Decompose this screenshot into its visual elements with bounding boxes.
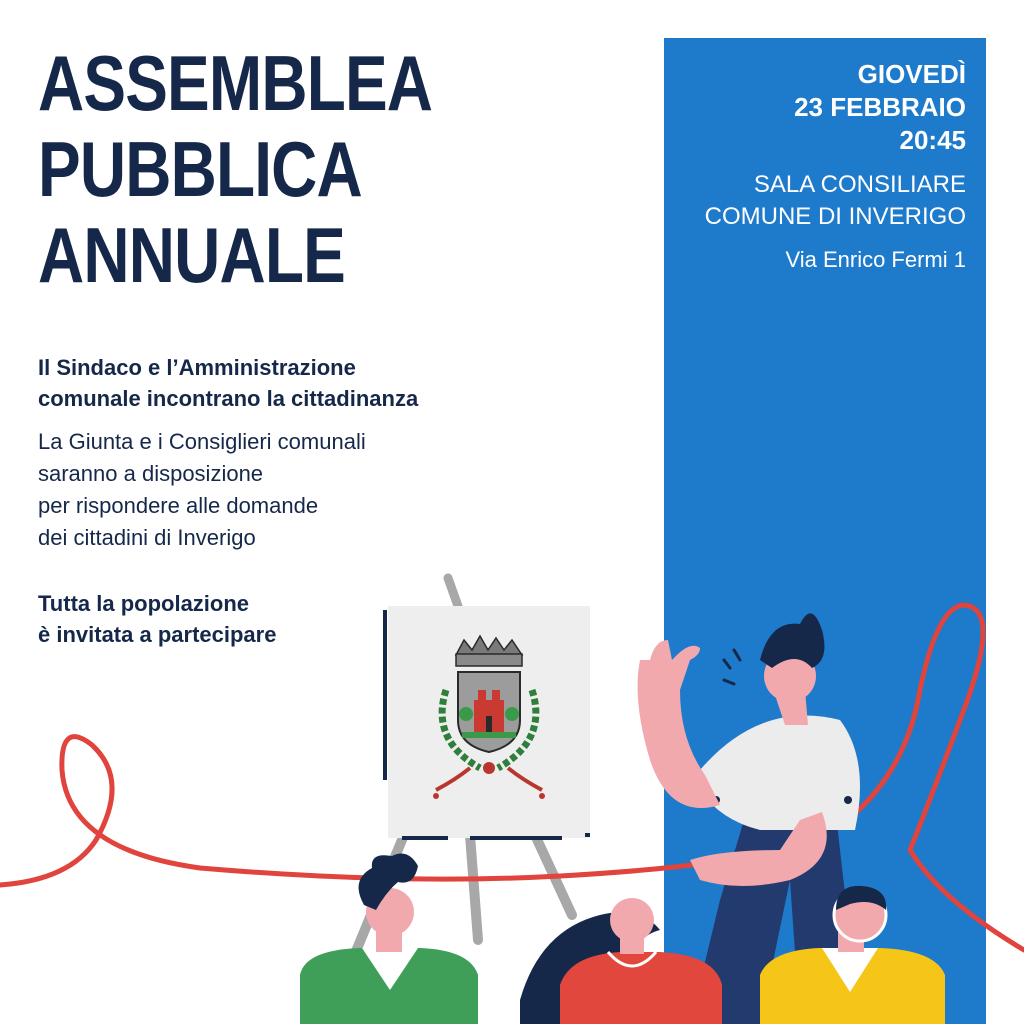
body-line-1: La Giunta e i Consiglieri comunali	[38, 429, 366, 454]
lead-line-1: Il Sindaco e l’Amministrazione	[38, 355, 356, 380]
lead-line-2: comunale incontrano la cittadinanza	[38, 386, 419, 411]
event-time: 20:45	[899, 125, 966, 155]
event-date: 23 FEBBRAIO	[794, 92, 966, 122]
invite-line-1: Tutta la popolazione	[38, 591, 250, 616]
body-line-4: dei cittadini di Inverigo	[38, 525, 256, 550]
audience-red-shirt	[520, 898, 722, 1024]
venue-line-1: SALA CONSILIARE	[753, 171, 966, 198]
event-address: Via Enrico Fermi 1	[785, 247, 966, 272]
venue-line-2: COMUNE DI INVERIGO	[704, 203, 966, 230]
body-line-3: per rispondere alle domande	[38, 493, 319, 518]
title-line-2: PUBBLICA	[38, 125, 362, 213]
title-line-3: ANNUALE	[38, 211, 345, 299]
title-line-1: ASSEMBLEA	[38, 39, 433, 127]
event-day: GIOVEDÌ	[857, 59, 966, 89]
body-line-2: saranno a disposizione	[38, 461, 264, 486]
invite-line-2: è invitata a partecipare	[38, 622, 277, 647]
audience-yellow-shirt	[760, 886, 945, 1024]
